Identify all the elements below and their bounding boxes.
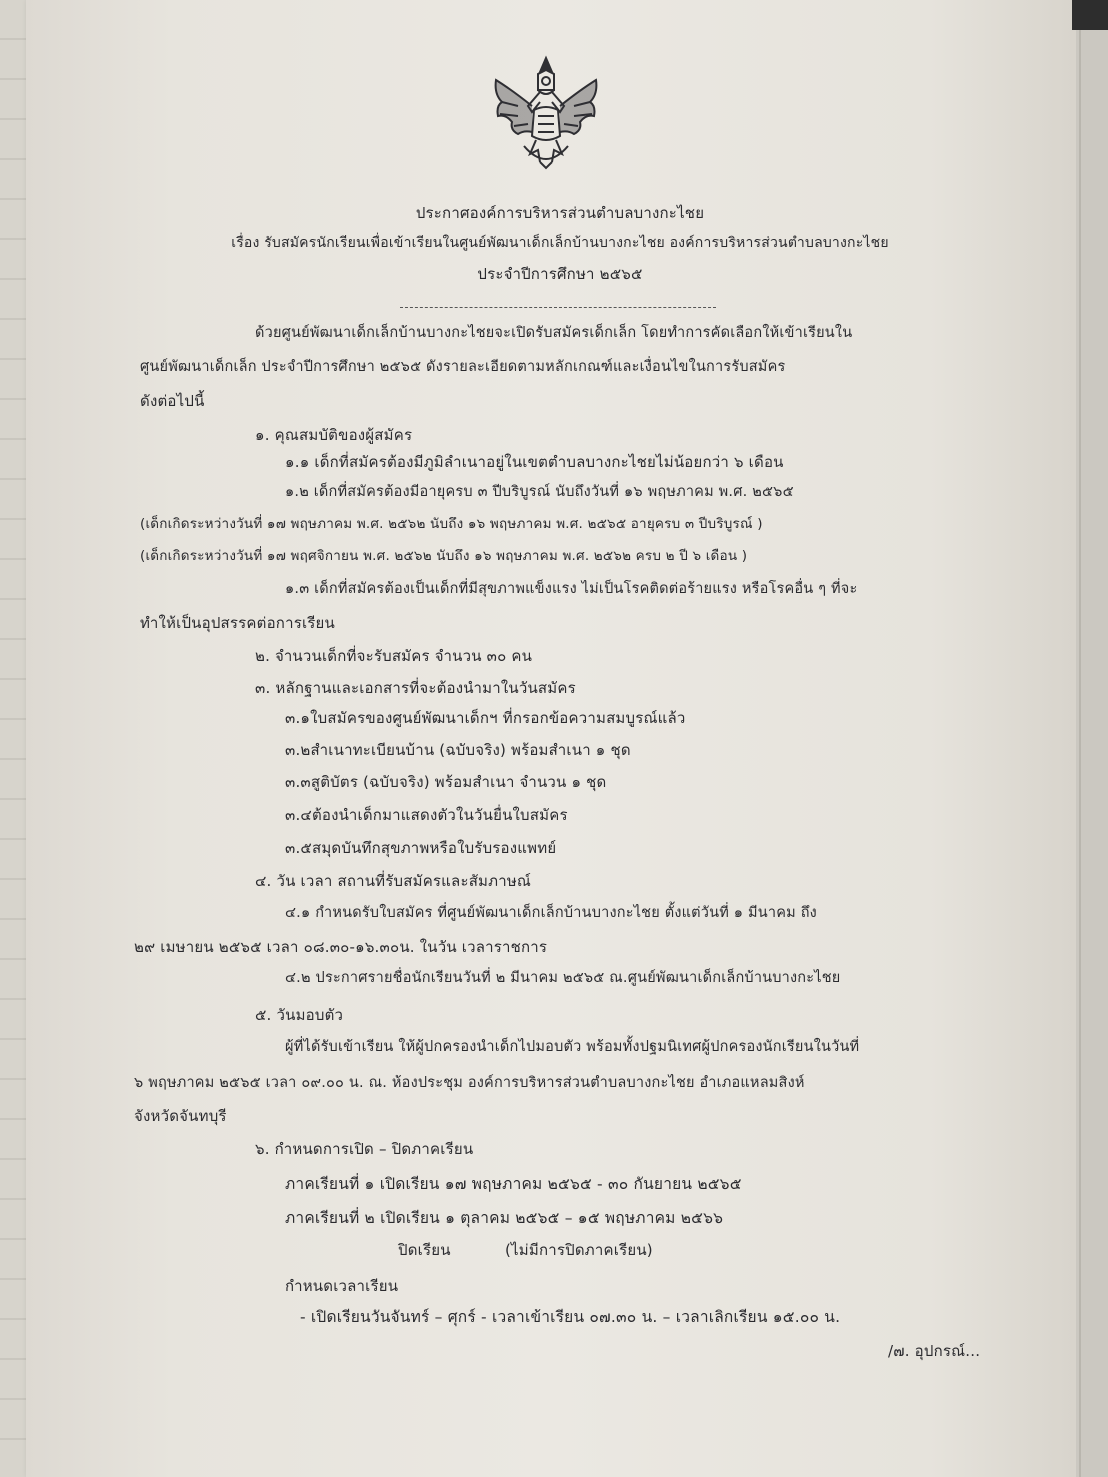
- background-sheet-edge: [1076, 0, 1108, 1477]
- document-subject: เรื่อง รับสมัครนักเรียนเพื่อเข้าเรียนในศูนย์พัฒนาเด็กเล็กบ้านบางกะไชย องค์การบริหารส่วนตำบลบางกะไชย: [231, 235, 889, 251]
- background-clip: [1072, 0, 1108, 30]
- section-1-item-1: ๑.๑ เด็กที่สมัครต้องมีภูมิลำเนาอยู่ในเขตตำบลบางกะไชยไม่น้อยกว่า ๖ เดือน: [285, 453, 784, 471]
- section-4-item-1: ๔.๑ กำหนดรับใบสมัคร ที่ศูนย์พัฒนาเด็กเล็กบ้านบางกะไชย ตั้งแต่วันที่ ๑ มีนาคม ถึง: [285, 905, 817, 921]
- section-1-note-1: (เด็กเกิดระหว่างวันที่ ๑๗ พฤษภาคม พ.ศ. ๒๕๖๒ นับถึง ๑๖ พฤษภาคม พ.ศ. ๒๕๖๕ อายุครบ ๓ ปีบริบูรณ์ ): [140, 516, 763, 532]
- section-1-note-2: (เด็กเกิดระหว่างวันที่ ๑๗ พฤศจิกายน พ.ศ. ๒๕๖๒ นับถึง ๑๖ พฤษภาคม พ.ศ. ๒๕๖๒ ครบ ๒ ปี ๖ เดือน ): [140, 548, 748, 564]
- section-3-item-5: ๓.๕สมุดบันทึกสุขภาพหรือใบรับรองแพทย์: [285, 839, 557, 857]
- section-5-line-2: ๖ พฤษภาคม ๒๕๖๕ เวลา ๐๙.๐๐ น. ณ. ห้องประชุม องค์การบริหารส่วนตำบลบางกะไชย อำเภอแหลมสิงห์: [134, 1075, 805, 1091]
- section-2-heading: ๒. จำนวนเด็กที่จะรับสมัคร จำนวน ๓๐ คน: [255, 647, 533, 665]
- section-4-item-1-cont: ๒๙ เมษายน ๒๕๖๕ เวลา ๐๘.๓๐-๑๖.๓๐น. ในวัน เวลาราชการ: [134, 938, 548, 956]
- close-term-label: ปิดเรียน: [398, 1241, 451, 1259]
- section-6-heading: ๖. กำหนดการเปิด – ปิดภาคเรียน: [255, 1140, 474, 1158]
- continuation-note: /๗. อุปกรณ์...: [888, 1342, 981, 1360]
- section-5-line-1: ผู้ที่ได้รับเข้าเรียน ให้ผู้ปกครองนำเด็กไปมอบตัว พร้อมทั้งปฐมนิเทศผู้ปกครองนักเรียนในวันที่: [285, 1039, 860, 1055]
- close-term-note: (ไม่มีการปิดภาคเรียน): [505, 1241, 653, 1259]
- intro-line-3: ดังต่อไปนี้: [140, 392, 205, 410]
- section-3-item-1: ๓.๑ใบสมัครของศูนย์พัฒนาเด็กฯ ที่กรอกข้อความสมบูรณ์แล้ว: [285, 709, 686, 727]
- intro-line-1: ด้วยศูนย์พัฒนาเด็กเล็กบ้านบางกะไชยจะเปิดรับสมัครเด็กเล็ก โดยทำการคัดเลือกให้เข้าเรียนใน: [255, 325, 853, 341]
- document-academic-year: ประจำปีการศึกษา ๒๕๖๕: [477, 265, 643, 283]
- term-1-dates: ภาคเรียนที่ ๑ เปิดเรียน ๑๗ พฤษภาคม ๒๕๖๕ - ๓๐ กันยายน ๒๕๖๕: [285, 1175, 742, 1193]
- section-1-item-2: ๑.๒ เด็กที่สมัครต้องมีอายุครบ ๓ ปีบริบูรณ์ นับถึงวันที่ ๑๖ พฤษภาคม พ.ศ. ๒๕๖๕: [285, 484, 794, 500]
- section-3-item-2: ๓.๒สำเนาทะเบียนบ้าน (ฉบับจริง) พร้อมสำเนา ๑ ชุด: [285, 741, 631, 759]
- section-3-item-4: ๓.๔ต้องนำเด็กมาแสดงตัวในวันยื่นใบสมัคร: [285, 806, 568, 824]
- section-5-line-3: จังหวัดจันทบุรี: [134, 1107, 227, 1125]
- schedule-heading: กำหนดเวลาเรียน: [285, 1277, 399, 1295]
- document-title: ประกาศองค์การบริหารส่วนตำบลบางกะไชย: [415, 204, 705, 222]
- garuda-emblem-icon: [488, 50, 604, 170]
- background-notebook-edge: [0, 0, 26, 1477]
- intro-line-2: ศูนย์พัฒนาเด็กเล็ก ประจำปีการศึกษา ๒๕๖๕ ดังรายละเอียดตามหลักเกณฑ์และเงื่อนไขในการรับสมัคร: [140, 359, 786, 375]
- term-2-dates: ภาคเรียนที่ ๒ เปิดเรียน ๑ ตุลาคม ๒๕๖๕ – ๑๕ พฤษภาคม ๒๕๖๖: [285, 1209, 724, 1227]
- section-1-item-3-cont: ทำให้เป็นอุปสรรคต่อการเรียน: [140, 614, 335, 632]
- section-4-item-2: ๔.๒ ประกาศรายชื่อนักเรียนวันที่ ๒ มีนาคม ๒๕๖๕ ณ.ศูนย์พัฒนาเด็กเล็กบ้านบางกะไชย: [285, 970, 841, 986]
- title-divider: [400, 307, 716, 308]
- section-1-item-3: ๑.๓ เด็กที่สมัครต้องเป็นเด็กที่มีสุขภาพแข็งแรง ไม่เป็นโรคติดต่อร้ายแรง หรือโรคอื่น ๆ ที่จะ: [285, 581, 858, 597]
- section-4-heading: ๔. วัน เวลา สถานที่รับสมัครและสัมภาษณ์: [255, 872, 532, 890]
- section-1-heading: ๑. คุณสมบัติของผู้สมัคร: [255, 426, 413, 444]
- schedule-item: - เปิดเรียนวันจันทร์ – ศุกร์ - เวลาเข้าเรียน ๐๗.๓๐ น. – เวลาเลิกเรียน ๑๕.๐๐ น.: [300, 1308, 841, 1326]
- section-3-item-3: ๓.๓สูติบัตร (ฉบับจริง) พร้อมสำเนา จำนวน ๑ ชุด: [285, 773, 607, 791]
- section-5-heading: ๕. วันมอบตัว: [255, 1006, 344, 1024]
- section-3-heading: ๓. หลักฐานและเอกสารที่จะต้องนำมาในวันสมัคร: [255, 679, 576, 697]
